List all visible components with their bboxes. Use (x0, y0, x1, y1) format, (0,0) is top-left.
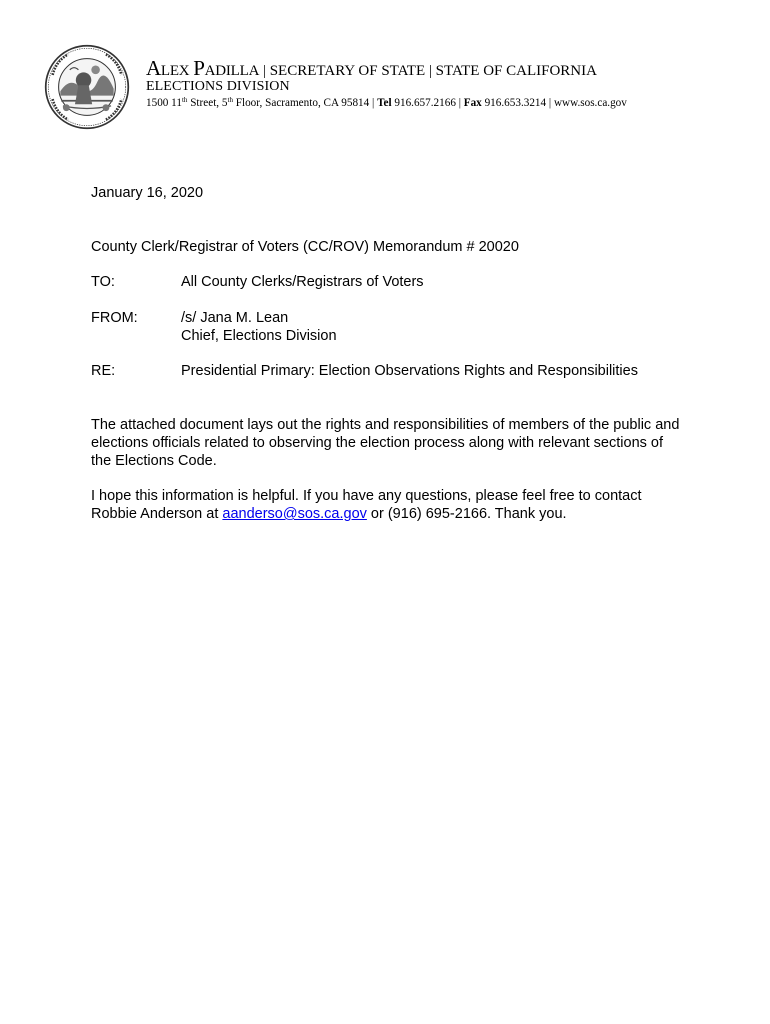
name-first-initial: A (146, 56, 161, 80)
name-first-rest: LEX (160, 63, 190, 79)
address-number: 1500 11 (146, 97, 182, 109)
california-state-seal-icon (44, 44, 130, 130)
tel-value: 916.657.2166 | (391, 97, 464, 109)
letterhead-title-line (146, 58, 627, 79)
title-secretary: SECRETARY OF STATE (269, 63, 426, 79)
memo-paragraph-1: The attached document lays out the rights and responsibilities of members of the public and elections officials related to observing the election process along with relevant sections of the Elections Code. (91, 417, 680, 469)
name-last-rest: ADILLA (204, 63, 260, 79)
title-state: STATE OF CALIFORNIA (435, 63, 597, 79)
address-line (146, 98, 627, 109)
re-label: RE: (91, 363, 116, 379)
address-sup: th (181, 96, 188, 104)
separator: | (428, 63, 432, 79)
email-link[interactable]: aanderso@sos.ca.gov (222, 506, 367, 522)
fax-value: 916.653.3214 | www.sos.ca.gov (481, 97, 627, 109)
from-title: Chief, Elections Division (181, 328, 337, 344)
tel-label: Tel (377, 97, 392, 109)
from-label: FROM: (91, 310, 138, 326)
paragraph-2-start: I hope this information is helpful. If you have any questions, please feel free to contact Robbie Anderson at (91, 488, 642, 522)
division-name: ELECTIONS DIVISION (146, 79, 290, 94)
memo-paragraph-2 (91, 487, 683, 523)
to-value: All County Clerks/Registrars of Voters (181, 274, 424, 290)
address-street: Street, 5 (187, 97, 228, 109)
separator: | (262, 63, 266, 79)
memo-subject-line: County Clerk/Registrar of Voters (CC/ROV) Memorandum # 20020 (91, 239, 519, 255)
address-sup: th (227, 96, 233, 104)
to-label: TO: (91, 274, 115, 290)
from-signature: /s/ Jana M. Lean (181, 310, 289, 326)
fax-label: Fax (463, 97, 482, 109)
letterhead (146, 58, 627, 109)
memo-date: January 16, 2020 (91, 185, 204, 201)
name-last-initial: P (193, 56, 205, 80)
address-rest: Floor, Sacramento, CA 95814 | (232, 97, 378, 109)
paragraph-2-end: or (916) 695-2166. Thank you. (366, 506, 567, 522)
re-value: Presidential Primary: Election Observations Rights and Responsibilities (181, 363, 638, 379)
